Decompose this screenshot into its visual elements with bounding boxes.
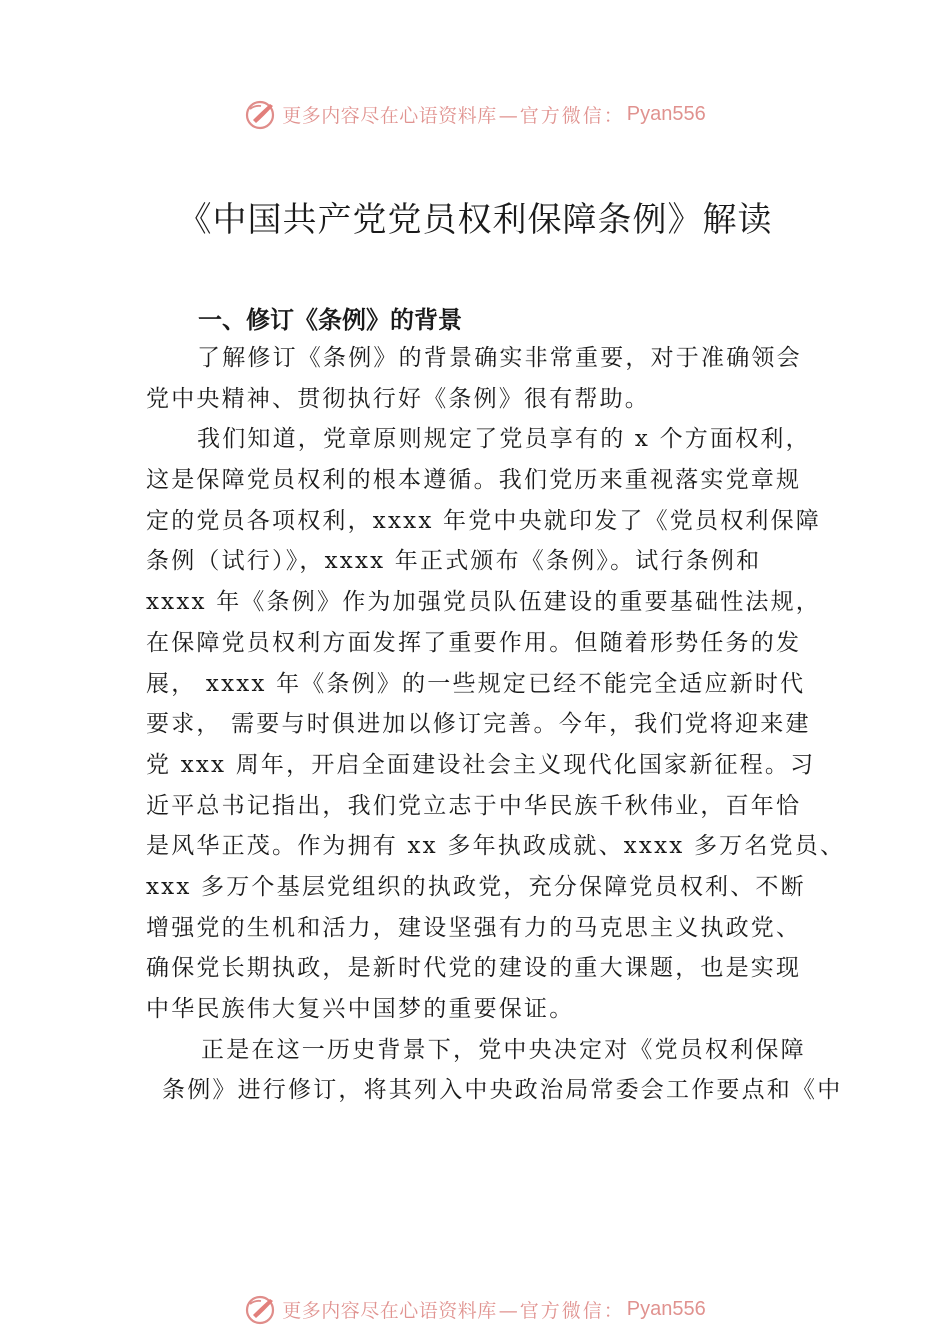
banner-library-text: 更多内容尽在心语资料库 xyxy=(282,104,497,127)
header-banner xyxy=(0,94,950,134)
pen-logo-icon xyxy=(244,97,278,131)
text-line: 展， xxxx 年《条例》的一些规定已经不能完全适应新时代 xyxy=(146,670,806,697)
text-line: 党 xxx 周年，开启全面建设社会主义现代化国家新征程。习 xyxy=(146,751,816,778)
pen-logo-icon xyxy=(244,1292,278,1326)
text-line: xxx 多万个基层党组织的执政党，充分保障党员权利、不断 xyxy=(146,873,806,900)
banner-wechat-label: —官方微信： xyxy=(498,104,625,127)
text-line: 要求， 需要与时俱进加以修订完善。今年，我们党将迎来建 xyxy=(146,711,811,738)
document-title: 《中国共产党党员权利保障条例》解读 xyxy=(177,200,773,240)
banner-wechat-id: Pyan556 xyxy=(626,1297,706,1320)
section-heading: 一、修订《条例》的背景 xyxy=(198,306,462,334)
text-line: 近平总书记指出，我们党立志于中华民族千秋伟业，百年恰 xyxy=(146,792,802,819)
text-line: 了解修订《条例》的背景确实非常重要，对于准确领会 xyxy=(197,345,802,371)
document-body xyxy=(146,338,846,1111)
text-line: 党中央精神、贯彻执行好《条例》很有帮助。 xyxy=(146,385,650,412)
text-line: 增强党的生机和活力，建设坚强有力的马克思主义执政党、 xyxy=(146,914,802,941)
text-line: 定的党员各项权利，xxxx 年党中央就印发了《党员权利保障 xyxy=(146,507,821,534)
text-line: 是风华正茂。作为拥有 xx 多年执政成就、xxxx 多万名党员、 xyxy=(146,833,846,860)
text-line: 我们知道，党章原则规定了党员享有的 x 个方面权利， xyxy=(197,426,811,453)
text-line: 这是保障党员权利的根本遵循。我们党历来重视落实党章规 xyxy=(146,467,802,494)
footer-banner xyxy=(0,1289,950,1329)
banner-wechat-id: Pyan556 xyxy=(626,102,706,125)
text-line: 正是在这一历史背景下，党中央决定对《党员权利保障 xyxy=(201,1036,806,1063)
text-line: 在保障党员权利方面发挥了重要作用。但随着形势任务的发 xyxy=(146,629,802,656)
text-line: 条例（试行）》，xxxx 年正式颁布《条例》。试行条例和 xyxy=(146,548,762,575)
text-line: 中华民族伟大复兴中国梦的重要保证。 xyxy=(146,996,575,1022)
banner-wechat-label: —官方微信： xyxy=(498,1299,625,1322)
banner-library-text: 更多内容尽在心语资料库 xyxy=(282,1299,497,1322)
text-line: 条例》进行修订，将其列入中央政治局常委会工作要点和《中 xyxy=(162,1077,843,1104)
text-line: 确保党长期执政，是新时代党的建设的重大课题，也是实现 xyxy=(146,955,802,982)
text-line: xxxx 年《条例》作为加强党员队伍建设的重要基础性法规， xyxy=(146,589,821,616)
